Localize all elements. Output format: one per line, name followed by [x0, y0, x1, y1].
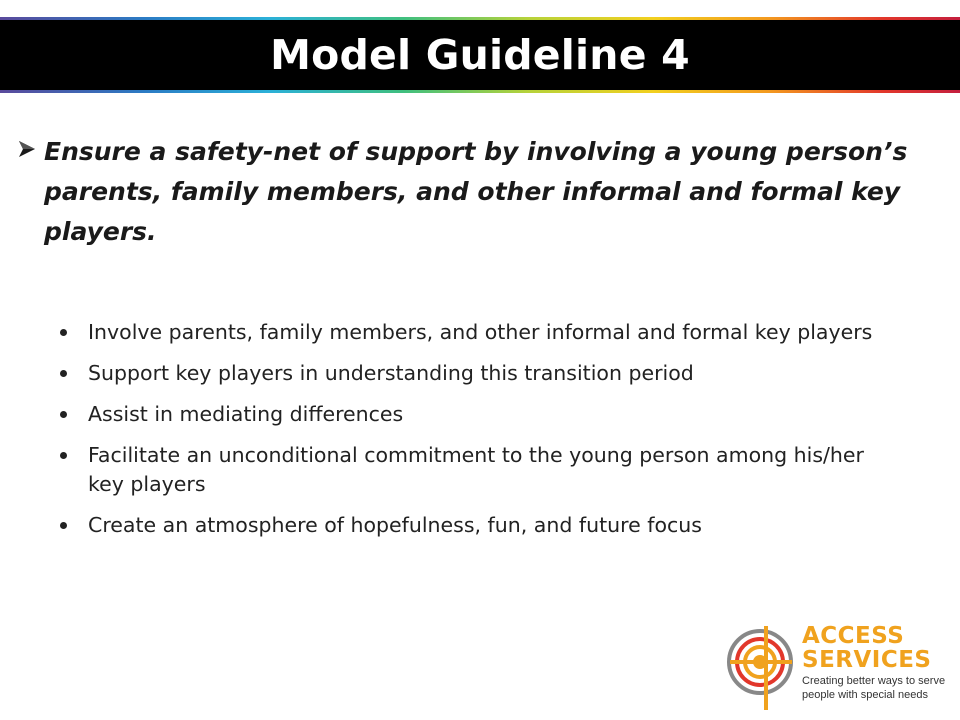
rainbow-stripe-bottom [0, 90, 960, 93]
bullet-dot-icon [60, 411, 67, 418]
list-item [60, 441, 880, 499]
bullet-list [60, 318, 880, 552]
bullet-dot-icon [60, 370, 67, 377]
logo-tagline-line2: people with special needs [802, 689, 928, 701]
main-point [16, 132, 916, 252]
bullet-text: Assist in mediating differences [88, 402, 404, 426]
main-point-text: Ensure a safety-net of support by involving a young person’s parents, family members, and other informal and formal key players. [44, 137, 908, 246]
arrow-bullet-icon [16, 138, 38, 160]
bullet-text: Facilitate an unconditional commitment to the young person among his/her key players [88, 443, 864, 496]
bullet-text: Involve parents, family members, and other informal and formal key players [88, 320, 873, 344]
logo-name [802, 624, 932, 672]
bullet-text: Support key players in understanding this transition period [88, 361, 694, 385]
slide-title: Model Guideline 4 [270, 31, 690, 79]
access-services-logo [724, 622, 944, 714]
logo-name-line2: SERVICES [802, 647, 932, 673]
logo-tagline-line1: Creating better ways to serve [802, 675, 946, 687]
bullet-dot-icon [60, 329, 67, 336]
list-item [60, 400, 880, 429]
list-item [60, 359, 880, 388]
list-item [60, 318, 880, 347]
bullet-text: Create an atmosphere of hopefulness, fun, and future focus [88, 513, 702, 537]
logo-name-line1: ACCESS [802, 623, 905, 649]
list-item [60, 511, 880, 540]
logo-tagline [802, 674, 947, 702]
logo-mark-icon [724, 622, 796, 714]
bullet-dot-icon [60, 452, 67, 459]
bullet-dot-icon [60, 522, 67, 529]
